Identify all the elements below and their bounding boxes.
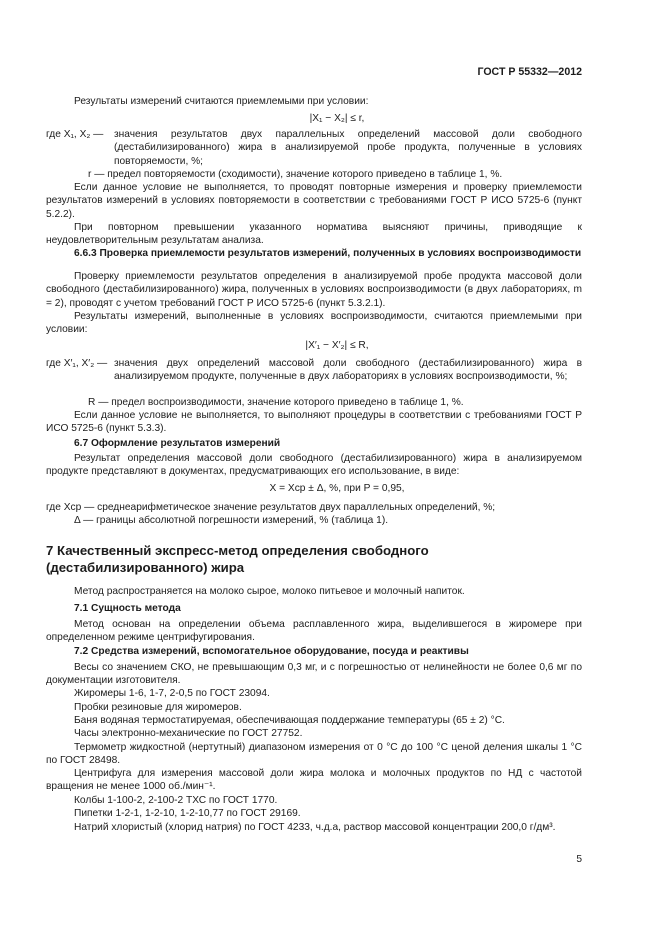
- paragraph: Результаты измерений, выполненные в условиях воспроизводимости, считаются приемлемыми при условии:: [46, 311, 582, 336]
- section-heading-6-7: 6.7 Оформление результатов измерений: [74, 438, 281, 449]
- list-item: Колбы 1-100-2, 2-100-2 ТХС по ГОСТ 1770.: [74, 795, 278, 806]
- paragraph: Метод основан на определении объема расплавленного жира, выделившегося в жиромере при определенном режиме центрифугирования.: [46, 619, 582, 644]
- definition-xcp: где Xср — среднеарифметическое значение результатов двух параллельных определений, %;: [46, 502, 496, 513]
- section-heading-7: 7 Качественный экспресс-метод определения свободного (дестабилизированного) жира: [46, 543, 429, 575]
- paragraph: Если данное условие не выполняется, то выполняют процедуры в соответствии с требованиями ГОСТ Р ИСО 5725-6 (пункт 5.3.3).: [46, 410, 582, 435]
- paragraph: Проверку приемлемости результатов определения в анализируемой пробе продукта массовой доли свободного (дестабилизированного) жира, полученных в условиях воспроизводимости (в двух лабораториях, m = 2), проводят с учетом требований ГОСТ Р ИСО 5725-6 (пункт 5.3.2.1).: [46, 271, 582, 309]
- definition-body: значения двух определений массовой доли свободного (дестабилизированного) жира в анализируемом продукте, полученные в двух лабораториях в условиях воспроизводимости, %;: [114, 358, 582, 383]
- definition-term: где X′₁, X′₂ —: [46, 358, 108, 369]
- formula: |X′₁ − X′₂| ≤ R,: [305, 340, 369, 351]
- paragraph: Результаты измерений считаются приемлемыми при условии:: [74, 96, 369, 107]
- list-item: Жиромеры 1-6, 1-7, 2-0,5 по ГОСТ 23094.: [74, 688, 270, 699]
- paragraph: При повторном превышении указанного норматива выясняют причины, приводящие к неудовлетворительным результатам анализа.: [46, 222, 582, 247]
- definition-list: [46, 357, 582, 384]
- list-item: Часы электронно-механические по ГОСТ 27752.: [74, 728, 303, 739]
- formula: |X₁ − X₂| ≤ r,: [309, 113, 365, 124]
- list-item: Баня водяная термостатируемая, обеспечивающая поддержание температуры (65 ± 2) °С.: [74, 715, 505, 726]
- definition-delta: Δ — границы абсолютной погрешности измерений, % (таблица 1).: [74, 515, 389, 526]
- list-item: Пробки резиновые для жиромеров.: [74, 702, 242, 713]
- section-heading-7-1: 7.1 Сущность метода: [74, 603, 181, 614]
- paragraph: Метод распространяется на молоко сырое, молоко питьевое и молочный напиток.: [74, 586, 465, 597]
- definition-term: где X₁, X₂ —: [46, 129, 104, 140]
- list-item: Пипетки 1-2-1, 1-2-10, 1-2-10,77 по ГОСТ 29169.: [74, 808, 301, 819]
- list-item: Термометр жидкостной (нертутный) диапазоном измерения от 0 °С до 100 °С ценой деления шкалы 1 °С по ГОСТ 28498.: [46, 742, 582, 767]
- paragraph: Результат определения массовой доли свободного (дестабилизированного) жира в анализируемом продукте представляют в документах, предусматривающих его использование, в виде:: [46, 453, 582, 478]
- list-item: Весы со значением СКО, не превышающим 0,3 мг, и с погрешностью от нелинейности не более 0,6 мг по документации изготовителя.: [46, 662, 582, 687]
- paragraph: Если данное условие не выполняется, то проводят повторные измерения и проверку приемлемости результатов измерений в условиях повторяемости в соответствии с требованиями ГОСТ Р ИСО 5725-6 (пункт 5.2.2).: [46, 182, 582, 220]
- list-item: Натрий хлористый (хлорид натрия) по ГОСТ 4233, ч.д.а, раствор массовой концентрации 200,0 г/дм³.: [74, 822, 556, 833]
- formula: X = Xср ± Δ, %, при P = 0,95,: [269, 483, 405, 494]
- definition-body: значения результатов двух параллельных определений массовой доли свободного (дестабилизированного) жира в анализируемой пробе продукта, полученные в условиях повторяемости, %;: [114, 129, 582, 167]
- section-heading-7-2: 7.2 Средства измерений, вспомогательное оборудование, посуда и реактивы: [74, 646, 469, 657]
- list-item: Центрифуга для измерения массовой доли жира молока и молочных продуктов по НД с частотой вращения не менее 1000 об./мин⁻¹.: [46, 768, 582, 793]
- standard-header: ГОСТ Р 55332—2012: [477, 66, 582, 78]
- definition-r: r — предел повторяемости (сходимости), значение которого приведено в таблице 1, %.: [88, 169, 503, 180]
- section-heading-6-6-3: 6.6.3 Проверка приемлемости результатов измерений, полученных в условиях воспроизводимости: [74, 248, 582, 259]
- definition-R: R — предел воспроизводимости, значение которого приведено в таблице 1, %.: [88, 397, 464, 408]
- definition-list: [46, 128, 582, 168]
- page-number: 5: [576, 854, 582, 865]
